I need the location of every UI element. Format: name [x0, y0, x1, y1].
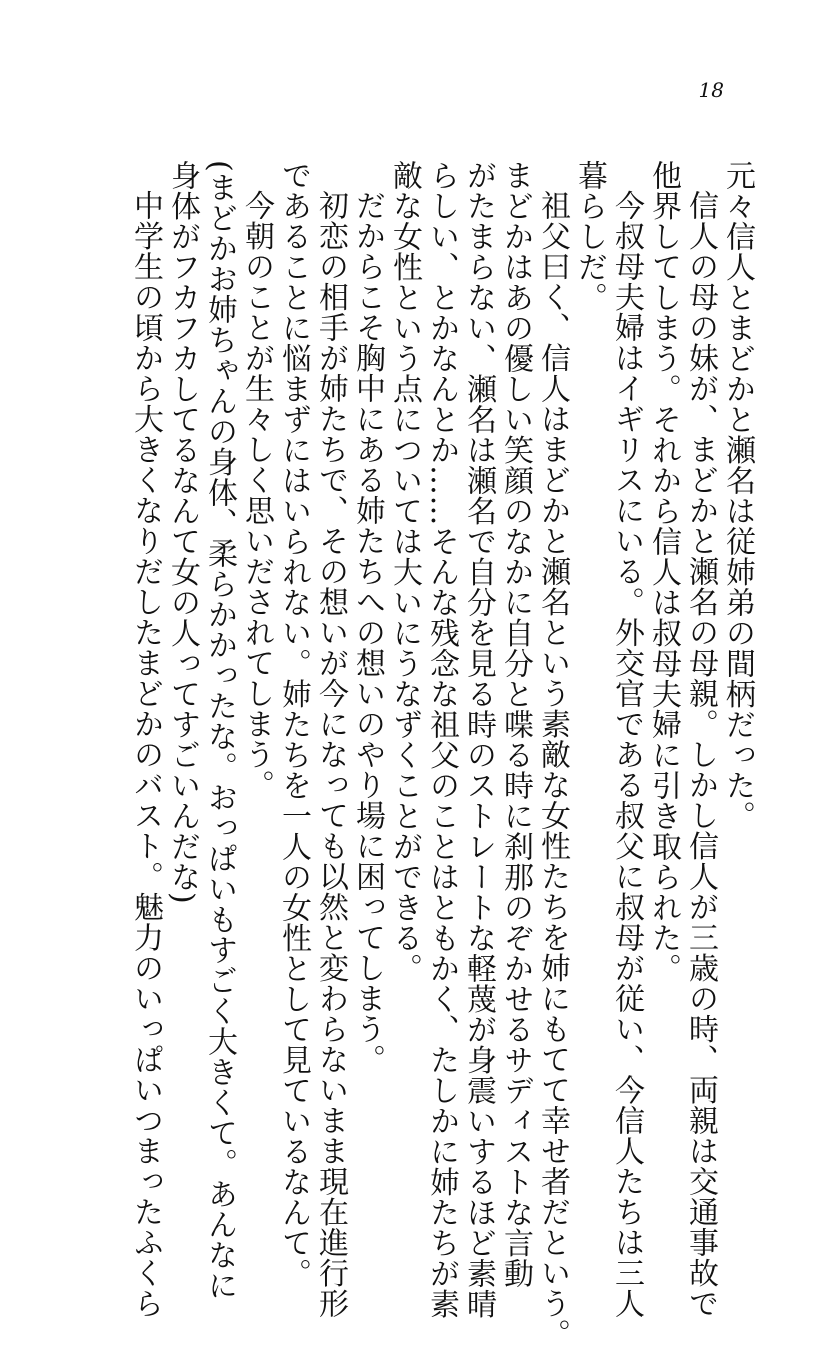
body-text	[127, 160, 756, 1349]
text-line-2: 信人の母の妹が、まどかと瀬名の母親。しかし信人が三歳の時、両親は交通事故で	[683, 190, 718, 1319]
page-number: 18	[698, 78, 724, 102]
text-line-13: であることに悩まずにはいられない。姉たちを一人の女性として見ているなんて。	[276, 160, 311, 1289]
text-line-10: 敵な女性という点については大いにうなずくことができる。	[387, 160, 422, 984]
text-line-11: だからこそ胸中にある姉たちへの想いのやり場に困ってしまう。	[350, 190, 385, 1075]
text-line-5: 暮らしだ。	[572, 160, 607, 313]
text-line-6: 祖父曰く、信人はまどかと瀬名という素敵な女性たちを姉にもてて幸せ者だという。	[535, 190, 570, 1349]
text-line-3: 他界してしまう。それから信人は叔母夫婦に引き取られた。	[646, 160, 681, 984]
text-line-16: 身体がフカフカしてるなんて女の人ってすごいんだな)	[165, 160, 200, 905]
text-line-1: 元々信人とまどかと瀬名は従姉弟の間柄だった。	[720, 160, 755, 831]
text-line-12: 初恋の相手が姉たちで、その想いが今になっても以然と変わらないまま現在進行形	[313, 190, 348, 1319]
text-line-7: まどかはあの優しい笑顔のなかに自分と喋る時に刹那のぞかせるサディストな言動	[498, 160, 533, 1289]
text-line-8: がたまらない、瀬名は瀬名で自分を見る時のストレートな軽蔑が身震いするほど素晴	[461, 160, 496, 1319]
text-line-9: らしい、とかなんとか……そんな残念な祖父のことはともかく、たしかに姉たちが素	[424, 160, 459, 1319]
text-line-15: (まどかお姉ちゃんの身体、柔らかかったな。おっぱいもすごく大きくて。あんなに	[202, 160, 237, 1301]
text-line-4: 今叔母夫婦はイギリスにいる。外交官である叔父に叔母が従い、今信人たちは三人	[609, 190, 644, 1319]
text-line-14: 今朝のことが生々しく思いだされてしまう。	[239, 190, 274, 800]
text-line-17: 中学生の頃から大きくなりだしたまどかのバスト。魅力のいっぱいつまったふくら	[128, 190, 163, 1319]
